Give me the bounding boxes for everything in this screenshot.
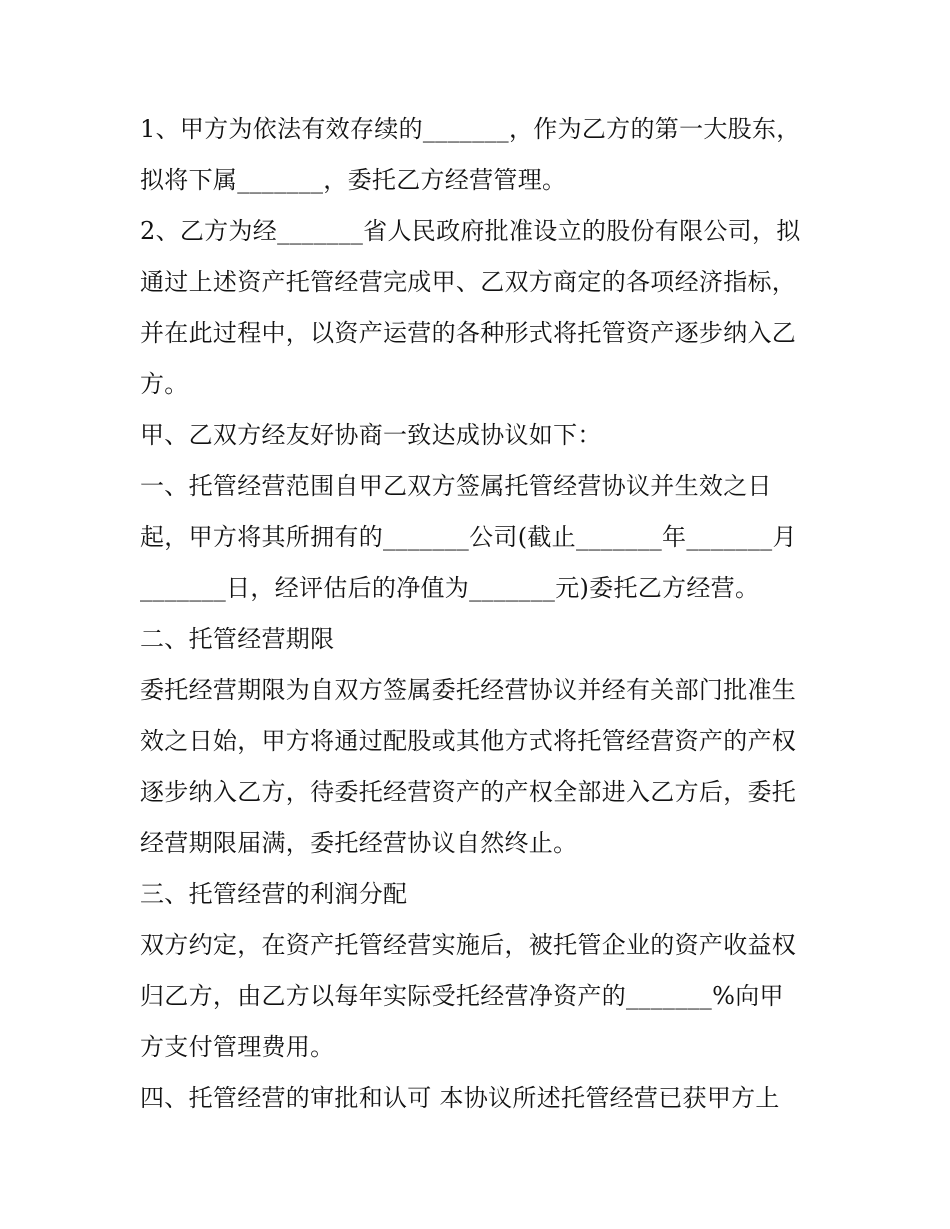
text-line-6: 方。: [140, 370, 189, 398]
text-line-17: 双方约定，在资产托管经营实施后，被托管企业的资产收益权: [140, 931, 797, 959]
text-line-2: 拟将下属_______，委托乙方经营管理。: [140, 166, 567, 194]
text-line-9: 起，甲方将其所拥有的_______公司(截止_______年_______月: [140, 523, 797, 551]
text-line-18: 归乙方，由乙方以每年实际受托经营净资产的_______%向甲: [140, 982, 784, 1010]
text-line-16: 三、托管经营的利润分配: [140, 880, 408, 908]
text-line-3: 2、乙方为经_______省人民政府批准设立的股份有限公司，拟: [140, 217, 801, 245]
text-line-13: 效之日始，甲方将通过配股或其他方式将托管经营资产的产权: [140, 727, 797, 755]
text-line-1: 1、甲方为依法有效存续的_______，作为乙方的第一大股东，: [140, 115, 801, 143]
text-line-14: 逐步纳入乙方，待委托经营资产的产权全部进入乙方后，委托: [140, 778, 797, 806]
text-line-12: 委托经营期限为自双方签属委托经营协议并经有关部门批准生: [140, 676, 797, 704]
text-line-10: _______日，经评估后的净值为_______元)委托乙方经营。: [140, 574, 760, 602]
text-line-8: 一、托管经营范围自甲乙双方签属托管经营协议并生效之日: [140, 472, 772, 500]
text-line-20: 四、托管经营的审批和认可 本协议所述托管经营已获甲方上: [140, 1084, 780, 1112]
text-line-19: 方支付管理费用。: [140, 1033, 335, 1061]
document-body: [140, 104, 820, 1124]
text-line-5: 并在此过程中，以资产运营的各种形式将托管资产逐步纳入乙: [140, 319, 797, 347]
text-line-7: 甲、乙双方经友好协商一致达成协议如下：: [140, 421, 602, 449]
text-line-4: 通过上述资产托管经营完成甲、乙双方商定的各项经济指标，: [140, 268, 797, 296]
text-line-11: 二、托管经营期限: [140, 625, 335, 653]
text-line-15: 经营期限届满，委托经营协议自然终止。: [140, 829, 578, 857]
